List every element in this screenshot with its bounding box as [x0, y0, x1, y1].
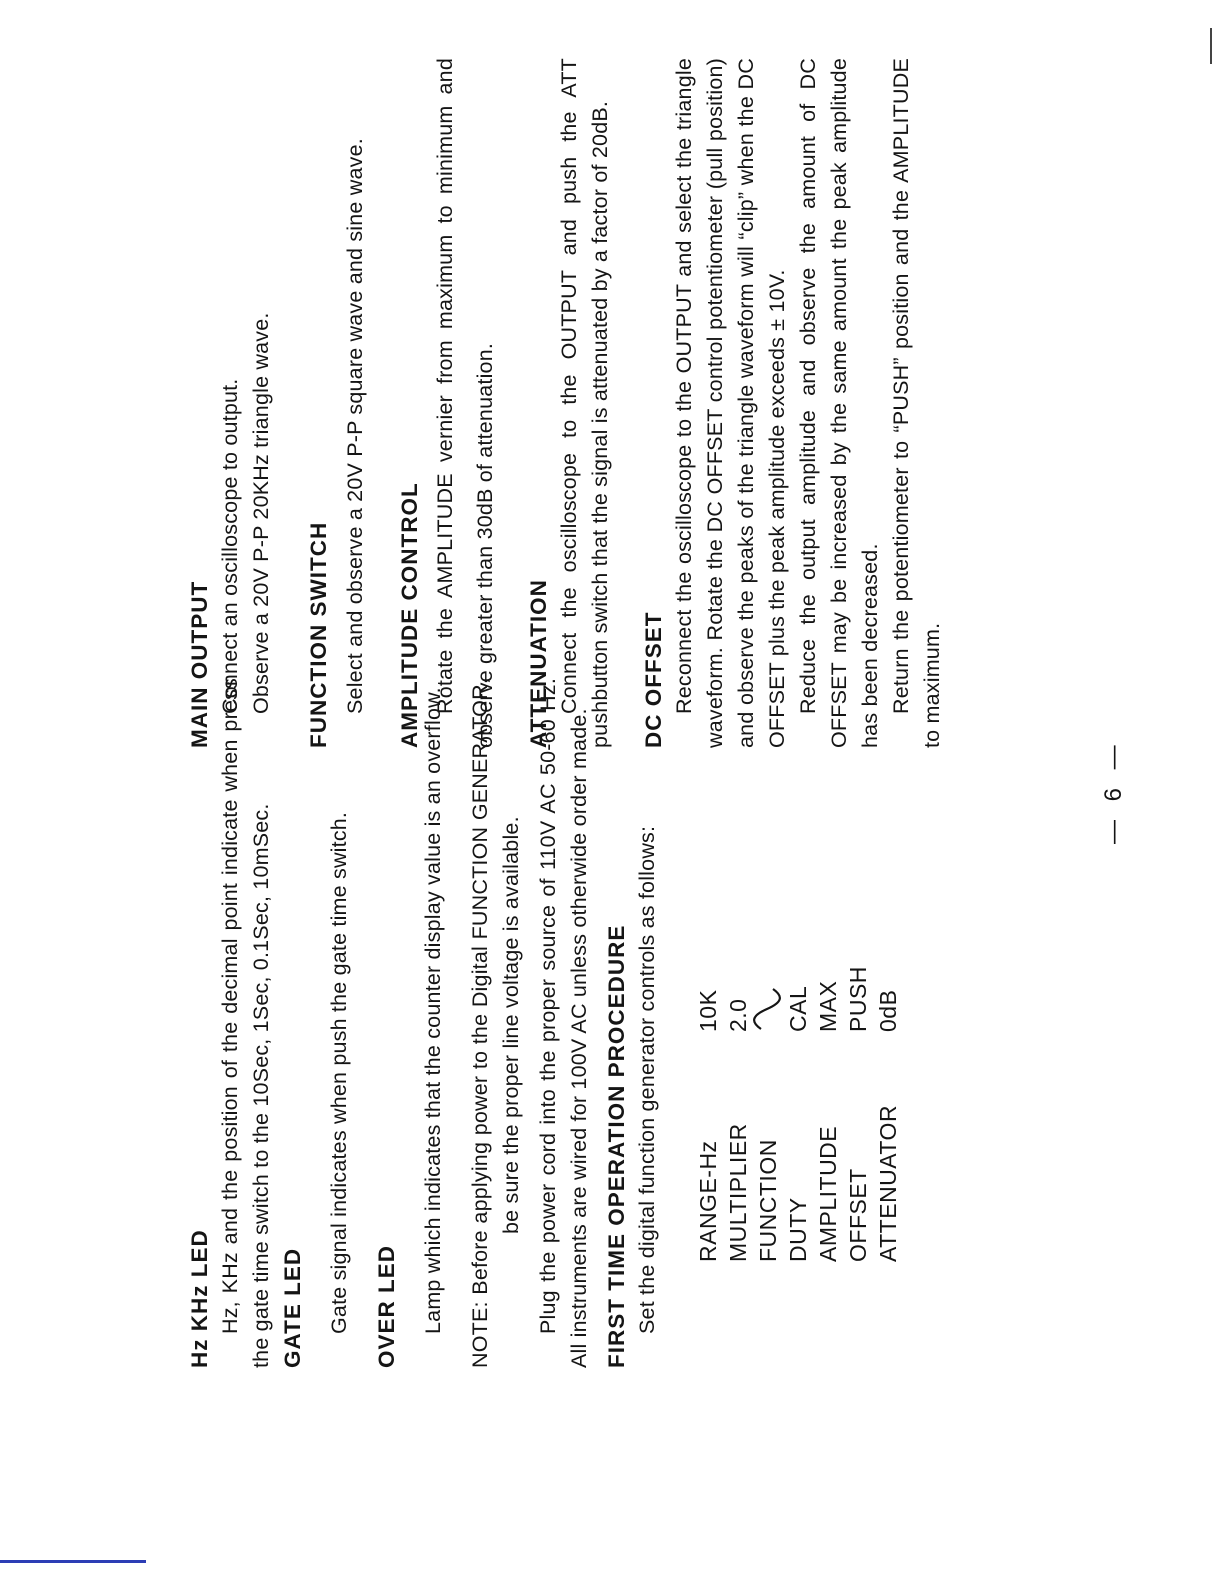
- dc-offset-heading: DC OFFSET: [641, 611, 666, 748]
- function-switch-text: Select and observe a 20V P-P square wave and sine wave.: [343, 138, 367, 714]
- spacer: [505, 58, 523, 748]
- control-value: 10K: [695, 989, 721, 1032]
- over-led-heading: OVER LED: [374, 1244, 399, 1368]
- spacer: [308, 678, 324, 1368]
- blue-rule: [0, 1560, 146, 1563]
- attenuation-heading: ATTENUATION: [526, 579, 551, 748]
- spacer: [355, 678, 371, 1368]
- control-row: [693, 678, 723, 1262]
- dc-offset-text-2: Reduce the output amplitude and observe the amount of DC OFFSET may be increased by the same amount the peak amplitude has been decreased.: [796, 58, 882, 748]
- control-row: [873, 678, 903, 1262]
- spacer: [449, 678, 465, 1368]
- control-name: AMPLITUDE: [815, 1125, 841, 1262]
- gate-led-text: Gate signal indicates when push the gate time switch.: [327, 811, 351, 1334]
- attenuation-text: Connect the oscilloscope to the OUTPUT and push the ATT pushbutton switch that the signal is attenuated by a factor of 20dB.: [557, 58, 612, 748]
- control-name: FUNCTION: [755, 1139, 781, 1262]
- right-column: [184, 58, 948, 748]
- control-value: 2.0: [725, 998, 751, 1032]
- left-column: [184, 678, 903, 1368]
- controls-table: [693, 678, 903, 1262]
- over-led-text: Lamp which indicates that the counter display value is an overflow.: [421, 687, 445, 1334]
- control-name: ATTENUATOR: [875, 1104, 901, 1262]
- note-text: NOTE: Before applying power to the Digital FUNCTION GENERATOR, be sure the proper line voltage is available.: [468, 678, 523, 1368]
- sine-wave-icon: [753, 986, 783, 1032]
- control-row: [843, 678, 873, 1262]
- spacer: [616, 58, 638, 748]
- control-name: RANGE-Hz: [695, 1140, 721, 1262]
- control-value: PUSH: [845, 966, 871, 1032]
- control-row: [723, 678, 753, 1262]
- first-time-operation-heading: FIRST TIME OPERATION PROCEDURE: [604, 924, 629, 1368]
- page-number: — 6 —: [1100, 739, 1127, 844]
- spacer: [376, 58, 394, 748]
- margin-mark: [1210, 28, 1212, 64]
- control-value: CAL: [785, 985, 811, 1032]
- dc-offset-text-3: Return the potentiometer to “PUSH” position and the AMPLITUDE to maximum.: [889, 58, 944, 748]
- control-row: [783, 678, 813, 1262]
- main-output-heading: MAIN OUTPUT: [187, 580, 212, 748]
- control-name: DUTY: [785, 1197, 811, 1262]
- dc-offset-text-1: Reconnect the oscilloscope to the OUTPUT and select the triangle waveform. Rotate the DC OFFSET control potentiometer (pull position) and observe the peaks of the triangle waveform will “clip” when the DC OFFSET plus the peak amplitude exceeds ± 10V.: [672, 58, 789, 748]
- first-time-operation-text: Set the digital function generator controls as follows:: [635, 825, 659, 1334]
- gate-led-heading: GATE LED: [280, 1247, 305, 1368]
- spacer: [277, 58, 303, 748]
- control-value: MAX: [815, 980, 841, 1032]
- hz-khz-led-heading: Hz KHz LED: [187, 1229, 212, 1368]
- amplitude-control-text: Rotate the AMPLITUDE vernier from maximum to minimum and observe greater than 30dB of attenuation.: [433, 58, 497, 748]
- control-name: MULTIPLIER: [725, 1123, 751, 1262]
- main-output-line-1: Connect an oscilloscope to output.: [218, 378, 242, 714]
- function-switch-heading: FUNCTION SWITCH: [306, 521, 331, 748]
- amplitude-control-heading: AMPLITUDE CONTROL: [397, 482, 422, 748]
- control-value: 0dB: [875, 989, 901, 1032]
- control-row: [753, 678, 783, 1262]
- control-name: OFFSET: [845, 1168, 871, 1262]
- spacer: [402, 678, 418, 1368]
- power-cord-text: Plug the power cord into the proper source of 110V AC 50-60 Hz. All instruments are wired for 100V AC unless otherwide order made.: [536, 678, 591, 1368]
- hz-khz-led-text: Hz, KHz and the position of the decimal point indicate when press the gate time switch to the 10Sec, 1Sec, 0.1Sec, 10mSec.: [218, 678, 273, 1368]
- control-row: [813, 678, 843, 1262]
- main-output-line-2: Observe a 20V P-P 20KHz triangle wave.: [249, 312, 273, 714]
